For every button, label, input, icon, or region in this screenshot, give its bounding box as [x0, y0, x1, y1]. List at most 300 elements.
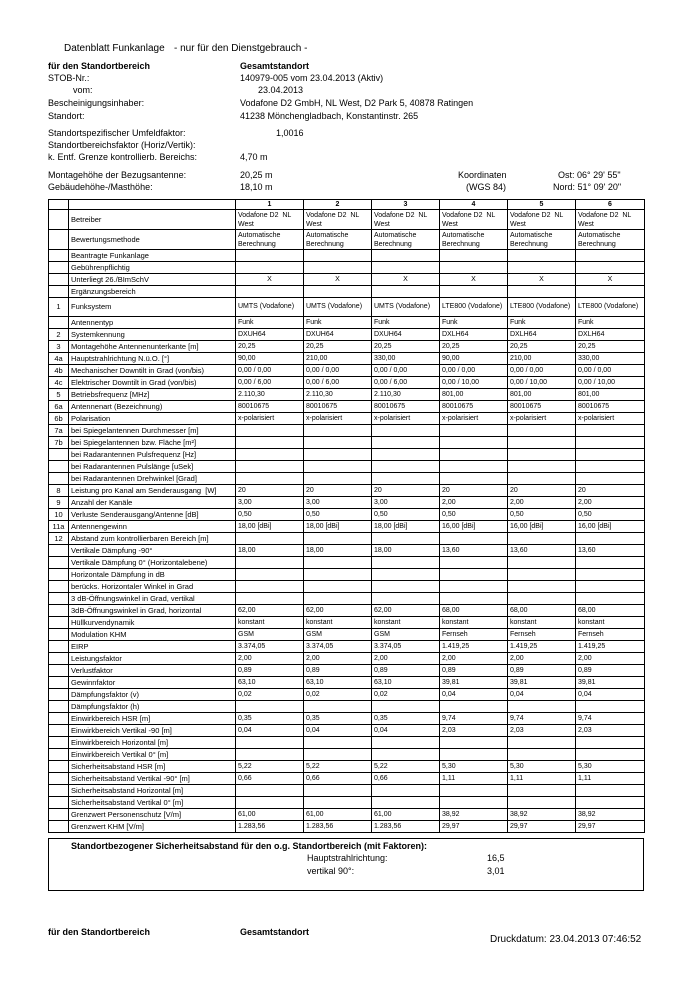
value-cell: 61,00	[304, 809, 372, 821]
value-cell: 0,89	[236, 665, 304, 677]
document-subtitle: - nur für den Dienstgebrauch -	[174, 43, 308, 54]
value-cell: 801,00	[576, 389, 645, 401]
value-cell: 38,92	[440, 809, 508, 821]
value-cell: 0,04	[440, 689, 508, 701]
value-cell: x-polarisiert	[372, 413, 440, 425]
value-cell	[304, 286, 372, 298]
row-label-cell: Polarisation	[69, 413, 236, 425]
row-label-cell: Leistungsfaktor	[69, 653, 236, 665]
row-label-cell: Unterliegt 26./BImSchV	[69, 274, 236, 286]
value-cell: X	[576, 274, 645, 286]
value-cell	[372, 737, 440, 749]
value-cell: DXLH64	[508, 329, 576, 341]
value-cell: 0,89	[508, 665, 576, 677]
value-cell: 0,02	[304, 689, 372, 701]
value-cell: 16,00 [dBi]	[440, 521, 508, 533]
value-cell	[440, 449, 508, 461]
value-cell	[508, 425, 576, 437]
value-cell: 2,00	[508, 497, 576, 509]
value-cell	[236, 557, 304, 569]
row-number-cell	[49, 317, 69, 329]
value-cell	[508, 737, 576, 749]
table-row	[49, 250, 645, 262]
value-cell: 20	[508, 485, 576, 497]
row-number-cell: 6b	[49, 413, 69, 425]
value-cell: 63,10	[236, 677, 304, 689]
row-number-cell	[49, 545, 69, 557]
value-cell: 0,00 / 10,00	[508, 377, 576, 389]
document-title: Datenblatt Funkanlage	[64, 43, 165, 54]
table-header-row	[49, 200, 645, 210]
value-cell	[576, 262, 645, 274]
value-cell: 20	[304, 485, 372, 497]
value-cell	[508, 749, 576, 761]
value-cell: 5,22	[304, 761, 372, 773]
value-cell	[304, 785, 372, 797]
value-cell: 61,00	[372, 809, 440, 821]
value-cell	[236, 737, 304, 749]
value-cell: 9,74	[440, 713, 508, 725]
value-cell	[440, 250, 508, 262]
data-sheet-table	[48, 199, 645, 833]
value-cell	[576, 701, 645, 713]
value-cell: 20	[236, 485, 304, 497]
row-label-cell: Bewertungsmethode	[69, 230, 236, 250]
value-cell	[236, 449, 304, 461]
value-cell: x-polarisiert	[304, 413, 372, 425]
value-cell	[236, 701, 304, 713]
header-label-blank	[69, 200, 236, 210]
row-label-cell: Dämpfungsfaktor (h)	[69, 701, 236, 713]
value-cell: konstant	[236, 617, 304, 629]
value-cell	[508, 797, 576, 809]
value-cell: konstant	[372, 617, 440, 629]
vom-value: 23.04.2013	[258, 85, 304, 95]
value-cell	[440, 533, 508, 545]
value-cell: 0,35	[236, 713, 304, 725]
value-cell	[508, 250, 576, 262]
value-cell	[440, 749, 508, 761]
value-cell: x-polarisiert	[236, 413, 304, 425]
gebaeudehoehe-value: 18,10 m	[240, 182, 273, 192]
summary-hsr-label: Hauptstrahlrichtung:	[307, 853, 388, 863]
table-row	[49, 605, 645, 617]
table-row	[49, 701, 645, 713]
value-cell	[576, 749, 645, 761]
row-label-cell: bei Radarantennen Pulsfrequenz [Hz]	[69, 449, 236, 461]
value-cell: 2,00	[440, 497, 508, 509]
value-cell: Automatische Berechnung	[304, 230, 372, 250]
stob-value: 140979-005 vom 23.04.2013 (Aktiv)	[240, 73, 384, 83]
value-cell: 13,60	[508, 545, 576, 557]
gebaeudehoehe-label: Gebäudehöhe-/Masthöhe:	[48, 182, 153, 192]
value-cell: 16,00 [dBi]	[576, 521, 645, 533]
value-cell: x-polarisiert	[576, 413, 645, 425]
row-number-cell	[49, 581, 69, 593]
value-cell: 0,50	[304, 509, 372, 521]
value-cell	[236, 437, 304, 449]
table-row	[49, 461, 645, 473]
value-cell: Funk	[236, 317, 304, 329]
value-cell	[508, 461, 576, 473]
value-cell	[440, 797, 508, 809]
value-cell	[440, 701, 508, 713]
umfeldfaktor-value: 1,0016	[276, 128, 304, 138]
column-number: 2	[304, 200, 372, 210]
value-cell: 39,81	[508, 677, 576, 689]
row-label-cell: Einwirkbereich HSR [m]	[69, 713, 236, 725]
row-label-cell: Abstand zum kontrollierbaren Bereich [m]	[69, 533, 236, 545]
summary-vertikal-label: vertikal 90°:	[307, 866, 355, 876]
row-label-cell: Leistung pro Kanal am Senderausgang [W]	[69, 485, 236, 497]
value-cell: 3.374,05	[372, 641, 440, 653]
value-cell: 0,66	[236, 773, 304, 785]
value-cell	[372, 581, 440, 593]
value-cell	[372, 449, 440, 461]
row-label-cell: Gewinnfaktor	[69, 677, 236, 689]
row-label-cell: EIRP	[69, 641, 236, 653]
value-cell: 80010675	[576, 401, 645, 413]
table-body	[49, 210, 645, 833]
row-number-cell: 4c	[49, 377, 69, 389]
row-number-cell	[49, 274, 69, 286]
value-cell: 0,35	[372, 713, 440, 725]
value-cell: X	[236, 274, 304, 286]
value-cell	[508, 473, 576, 485]
value-cell	[236, 593, 304, 605]
row-label-cell: Antennenart (Bezeichnung)	[69, 401, 236, 413]
value-cell: Funk	[576, 317, 645, 329]
value-cell: 1.419,25	[576, 641, 645, 653]
value-cell: DXUH64	[236, 329, 304, 341]
value-cell: 0,50	[372, 509, 440, 521]
row-label-cell: Verlustfaktor	[69, 665, 236, 677]
value-cell	[508, 569, 576, 581]
row-label-cell: 3 dB-Öffnungswinkel in Grad, vertikal	[69, 593, 236, 605]
table-row	[49, 425, 645, 437]
value-cell: 0,50	[236, 509, 304, 521]
value-cell: 5,30	[508, 761, 576, 773]
row-label-cell: Betreiber	[69, 210, 236, 230]
row-number-cell	[49, 557, 69, 569]
table-row	[49, 230, 645, 250]
value-cell: 18,00 [dBi]	[304, 521, 372, 533]
value-cell: DXUH64	[304, 329, 372, 341]
value-cell: 2,00	[372, 653, 440, 665]
value-cell: 5,30	[576, 761, 645, 773]
value-cell: 18,00	[304, 545, 372, 557]
table-row	[49, 317, 645, 329]
left-heading: für den Standortbereich	[48, 61, 151, 71]
value-cell: 2,03	[508, 725, 576, 737]
value-cell	[236, 461, 304, 473]
value-cell	[372, 461, 440, 473]
value-cell	[576, 785, 645, 797]
table-row	[49, 401, 645, 413]
value-cell: Automatische Berechnung	[576, 230, 645, 250]
value-cell: 16,00 [dBi]	[508, 521, 576, 533]
table-row	[49, 749, 645, 761]
value-cell: 18,00	[372, 545, 440, 557]
value-cell	[576, 557, 645, 569]
value-cell: 62,00	[304, 605, 372, 617]
value-cell: 5,22	[372, 761, 440, 773]
table-row	[49, 497, 645, 509]
stob-label: STOB-Nr.:	[48, 73, 90, 83]
table-row	[49, 329, 645, 341]
row-number-cell: 7a	[49, 425, 69, 437]
value-cell	[304, 461, 372, 473]
value-cell: 1,11	[440, 773, 508, 785]
value-cell	[508, 557, 576, 569]
value-cell	[372, 749, 440, 761]
value-cell: 39,81	[440, 677, 508, 689]
value-cell: 0,02	[372, 689, 440, 701]
inhaber-label: Bescheinigungsinhaber:	[48, 98, 145, 108]
value-cell: 0,89	[304, 665, 372, 677]
right-heading: Gesamtstandort	[240, 61, 310, 71]
value-cell: 18,00 [dBi]	[372, 521, 440, 533]
table-row	[49, 821, 645, 833]
value-cell: 0,00 / 0,00	[372, 365, 440, 377]
row-label-cell: Grenzwert KHM [V/m]	[69, 821, 236, 833]
value-cell: 20,25	[440, 341, 508, 353]
row-number-cell	[49, 617, 69, 629]
row-number-cell	[49, 785, 69, 797]
value-cell: 20	[440, 485, 508, 497]
value-cell: 1.419,25	[508, 641, 576, 653]
value-cell: 68,00	[576, 605, 645, 617]
row-number-cell	[49, 737, 69, 749]
value-cell: 2,00	[440, 653, 508, 665]
value-cell: 80010675	[440, 401, 508, 413]
value-cell: 80010675	[508, 401, 576, 413]
value-cell: Vodafone D2 NL West	[372, 210, 440, 230]
value-cell: 801,00	[440, 389, 508, 401]
value-cell: Automatische Berechnung	[508, 230, 576, 250]
table-row	[49, 773, 645, 785]
table-row	[49, 593, 645, 605]
value-cell: LTE800 (Vodafone)	[508, 298, 576, 317]
koordinaten-label: Koordinaten	[458, 170, 507, 180]
value-cell	[576, 250, 645, 262]
table-row	[49, 521, 645, 533]
row-label-cell: Einwirkbereich Vertikal 0° [m]	[69, 749, 236, 761]
value-cell: konstant	[508, 617, 576, 629]
row-number-cell	[49, 593, 69, 605]
value-cell	[576, 425, 645, 437]
value-cell	[508, 449, 576, 461]
value-cell	[304, 437, 372, 449]
row-label-cell: Vertikale Dämpfung 0° (Horizontalebene)	[69, 557, 236, 569]
vom-label: vom:	[73, 85, 93, 95]
value-cell	[440, 437, 508, 449]
value-cell: 0,04	[304, 725, 372, 737]
value-cell: 18,00	[236, 545, 304, 557]
value-cell	[576, 797, 645, 809]
value-cell	[508, 785, 576, 797]
table-row	[49, 725, 645, 737]
row-label-cell: bei Radarantennen Drehwinkel [Grad]	[69, 473, 236, 485]
table-row	[49, 437, 645, 449]
table-row	[49, 677, 645, 689]
value-cell: LTE800 (Vodafone)	[576, 298, 645, 317]
value-cell: 210,00	[304, 353, 372, 365]
row-label-cell: Systemkennung	[69, 329, 236, 341]
row-number-cell: 8	[49, 485, 69, 497]
value-cell	[576, 449, 645, 461]
value-cell: Vodafone D2 NL West	[440, 210, 508, 230]
value-cell: GSM	[304, 629, 372, 641]
table-row	[49, 341, 645, 353]
table-row	[49, 210, 645, 230]
bereichsfaktor-label: Standortbereichsfaktor (Horiz/Vertik):	[48, 140, 196, 150]
table-row	[49, 262, 645, 274]
value-cell	[236, 749, 304, 761]
value-cell	[372, 533, 440, 545]
table-row	[49, 689, 645, 701]
row-number-cell	[49, 210, 69, 230]
row-label-cell: Gebührenpflichtig	[69, 262, 236, 274]
value-cell: LTE800 (Vodafone)	[440, 298, 508, 317]
value-cell: 62,00	[236, 605, 304, 617]
value-cell	[372, 437, 440, 449]
row-number-cell: 6a	[49, 401, 69, 413]
value-cell: Funk	[440, 317, 508, 329]
value-cell	[304, 250, 372, 262]
value-cell: 63,10	[304, 677, 372, 689]
row-number-cell: 4a	[49, 353, 69, 365]
value-cell	[372, 785, 440, 797]
value-cell: 2.110,30	[372, 389, 440, 401]
value-cell	[304, 581, 372, 593]
value-cell: 0,89	[576, 665, 645, 677]
value-cell	[236, 581, 304, 593]
row-number-cell: 11a	[49, 521, 69, 533]
value-cell: 80010675	[372, 401, 440, 413]
value-cell	[508, 437, 576, 449]
summary-heading: Standortbezogener Sicherheitsabstand für den o.g. Standortbereich (mit Faktoren):	[71, 841, 428, 851]
coordinate-north: Nord: 51° 09' 20"	[553, 182, 622, 192]
table-row	[49, 298, 645, 317]
summary-hsr-value: 16,5	[487, 853, 505, 863]
value-cell	[304, 797, 372, 809]
row-number-cell	[49, 701, 69, 713]
value-cell: 20,25	[304, 341, 372, 353]
value-cell: 1.419,25	[440, 641, 508, 653]
value-cell: 13,60	[576, 545, 645, 557]
footer-right-heading: Gesamtstandort	[240, 927, 310, 937]
value-cell: X	[440, 274, 508, 286]
value-cell: Automatische Berechnung	[440, 230, 508, 250]
table-row	[49, 713, 645, 725]
value-cell: Vodafone D2 NL West	[576, 210, 645, 230]
value-cell: 0,00 / 0,00	[508, 365, 576, 377]
row-label-cell: Anzahl der Kanäle	[69, 497, 236, 509]
value-cell: X	[304, 274, 372, 286]
value-cell: X	[508, 274, 576, 286]
value-cell: x-polarisiert	[508, 413, 576, 425]
row-number-cell: 10	[49, 509, 69, 521]
value-cell: 2,00	[576, 653, 645, 665]
row-number-cell: 1	[49, 298, 69, 317]
row-number-cell	[49, 725, 69, 737]
row-number-cell	[49, 449, 69, 461]
table-row	[49, 797, 645, 809]
value-cell	[372, 557, 440, 569]
value-cell	[372, 797, 440, 809]
value-cell: konstant	[440, 617, 508, 629]
value-cell: konstant	[304, 617, 372, 629]
row-number-cell: 4b	[49, 365, 69, 377]
value-cell	[304, 533, 372, 545]
value-cell	[304, 425, 372, 437]
value-cell: 20,25	[576, 341, 645, 353]
row-label-cell: Mechanischer Downtilt in Grad (von/bis)	[69, 365, 236, 377]
value-cell: 2,00	[508, 653, 576, 665]
value-cell: 3,00	[236, 497, 304, 509]
row-number-cell	[49, 569, 69, 581]
value-cell	[372, 569, 440, 581]
column-number: 4	[440, 200, 508, 210]
wgs-label: (WGS 84)	[466, 182, 507, 192]
row-number-cell	[49, 665, 69, 677]
value-cell	[440, 737, 508, 749]
row-label-cell: bei Spiegelantennen bzw. Fläche [m²]	[69, 437, 236, 449]
value-cell: 330,00	[372, 353, 440, 365]
value-cell: 18,00 [dBi]	[236, 521, 304, 533]
table-row	[49, 449, 645, 461]
table-row	[49, 569, 645, 581]
montagehoehe-value: 20,25 m	[240, 170, 273, 180]
table-row	[49, 641, 645, 653]
value-cell	[304, 749, 372, 761]
value-cell: 80010675	[236, 401, 304, 413]
value-cell	[236, 785, 304, 797]
table-row	[49, 737, 645, 749]
value-cell: 62,00	[372, 605, 440, 617]
value-cell: 0,00 / 10,00	[576, 377, 645, 389]
value-cell: 0,89	[372, 665, 440, 677]
row-label-cell: Beantragte Funkanlage	[69, 250, 236, 262]
value-cell	[576, 286, 645, 298]
value-cell: 0,35	[304, 713, 372, 725]
column-number: 5	[508, 200, 576, 210]
value-cell: UMTS (Vodafone)	[236, 298, 304, 317]
value-cell	[304, 593, 372, 605]
table-row	[49, 809, 645, 821]
value-cell: 0,50	[576, 509, 645, 521]
value-cell: Automatische Berechnung	[372, 230, 440, 250]
summary-vertikal-value: 3,01	[487, 866, 505, 876]
row-label-cell: Modulation KHM	[69, 629, 236, 641]
value-cell: 0,00 / 0,00	[440, 365, 508, 377]
value-cell: 3.374,05	[304, 641, 372, 653]
print-date: Druckdatum: 23.04.2013 07:46:52	[490, 934, 642, 945]
row-number-cell	[49, 250, 69, 262]
value-cell	[372, 701, 440, 713]
value-cell	[440, 581, 508, 593]
value-cell	[576, 533, 645, 545]
value-cell: 0,00 / 0,00	[236, 365, 304, 377]
table-row	[49, 581, 645, 593]
value-cell	[236, 262, 304, 274]
value-cell: 0,50	[508, 509, 576, 521]
row-number-cell	[49, 773, 69, 785]
value-cell: 2,00	[576, 497, 645, 509]
value-cell: 39,81	[576, 677, 645, 689]
value-cell: 801,00	[508, 389, 576, 401]
